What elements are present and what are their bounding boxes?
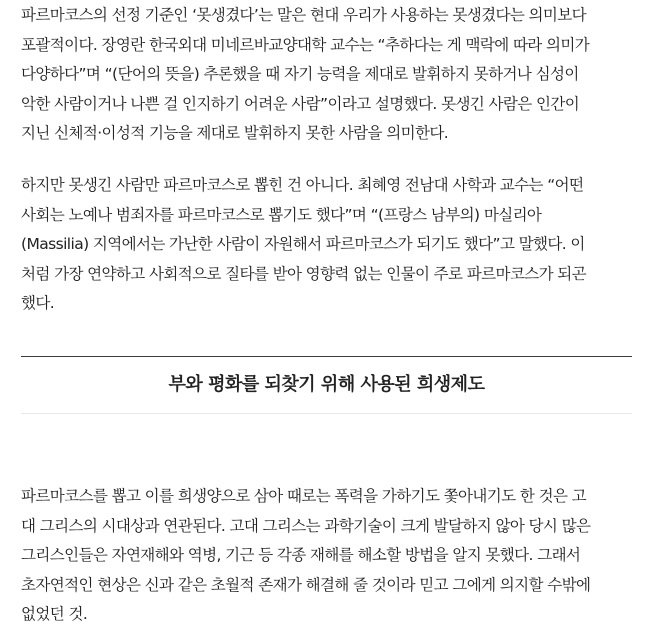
text-line: 대 그리스의 시대상과 연관된다. 고대 그리스는 과학기술이 크게 발달하지 않아 당시 많은	[21, 516, 591, 535]
text-line: 그리스인들은 자연재해와 역병, 기근 등 각종 재해를 해소할 방법을 알지 못했다. 그래서	[21, 546, 581, 565]
text-line: 했다.	[21, 294, 55, 313]
text-line: 지닌 신체적·이성적 기능을 제대로 발휘하지 못한 사람을 의미한다.	[21, 124, 449, 143]
paragraph-1	[21, 1, 633, 149]
text-line: 하지만 못생긴 사람만 파르마코스로 뽑힌 건 아니다. 최혜영 전남대 사학과 교수는 “어떤	[21, 176, 584, 194]
paragraph-3	[21, 482, 633, 630]
text-line: 파르마코스의 선정 기준인 ‘못생겼다’는 말은 현대 우리가 사용하는 못생겼다는 의미보다	[21, 6, 587, 24]
section-heading: 부와 평화를 되찾기 위해 사용된 희생제도	[168, 374, 485, 395]
text-line: 악한 사람이거나 나쁜 걸 인지하기 어려운 사람”이라고 설명했다. 못생긴 사람은 인간이	[21, 94, 580, 113]
paragraph-2	[21, 171, 633, 319]
text-line: 다양하다”며 “(단어의 뜻을) 추론했을 때 자기 능력을 제대로 발휘하지 못하거나 심성이	[21, 65, 579, 84]
text-line: 초자연적인 현상은 신과 같은 초월적 존재가 해결해 줄 것이라 믿고 그에게 의지할 수밖에	[21, 575, 591, 594]
text-line: 처럼 가장 연약하고 사회적으로 질타를 받아 영향력 없는 인물이 주로 파르마코스가 되곤	[21, 264, 587, 283]
text-line: 포괄적이다. 장영란 한국외대 미네르바교양대학 교수는 “추하다는 게 맥락에 따라 의미가	[21, 35, 590, 54]
text-line: (Massilia) 지역에서는 가난한 사람이 자원해서 파르마코스가 되기도 했다”고 말했다. 이	[21, 235, 585, 254]
text-line: 파르마코스를 뽑고 이를 희생양으로 삼아 때로는 폭력을 가하기도 쫓아내기도 한 것은 고	[21, 487, 587, 505]
section-divider-bottom	[21, 413, 632, 414]
text-line: 없었던 것.	[21, 605, 88, 624]
text-line: 사회는 노예나 범죄자를 파르마코스로 뽑기도 했다”며 “(프랑스 남부의) 마실리아	[21, 205, 542, 224]
section-divider-top	[21, 356, 632, 357]
